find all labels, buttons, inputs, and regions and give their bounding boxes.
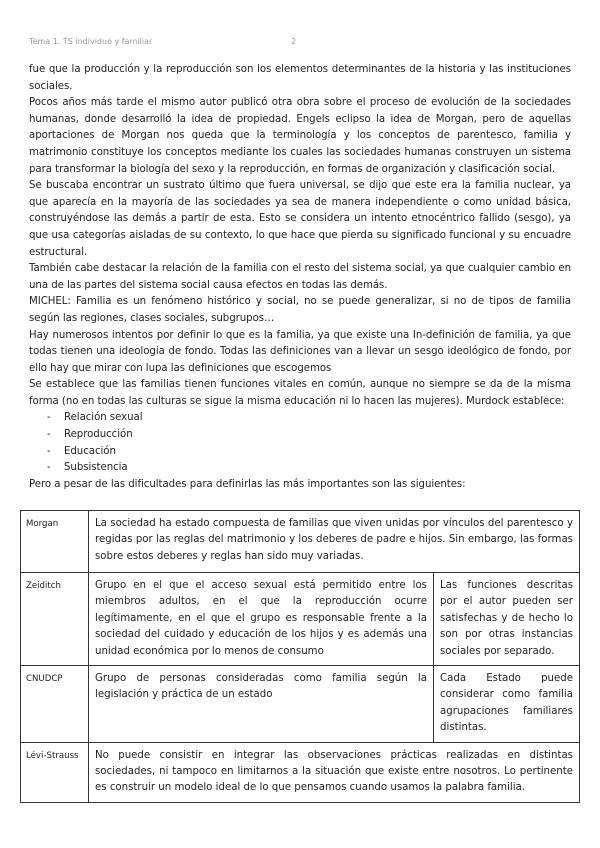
list-item [29,460,571,477]
list-item-text: Reproducción [64,429,133,441]
definitions-table [20,510,580,803]
list-item-text: Subsistencia [64,462,128,474]
author-cell: Morgan [21,511,89,573]
list-item-text: Educación [64,445,116,457]
definition-cell: No puede consistir en integrar las observaciones prácticas realizadas en distintas sociedades, ni tampoco en limitarnos a la situación que existe entre nosotros. Lo pertinente es construir un modelo ideal de lo que pensamos cuando usamos la palabra familia. [89,742,580,802]
list-dash: - [47,462,51,474]
table-row [21,666,580,743]
murdock-functions-list [29,410,571,476]
table-intro: Pero a pesar de las dificultades para definirlas las más importantes son las siguientes: [29,478,466,490]
body-text [29,62,571,493]
paragraph: Hay numerosos intentos por definir lo que es la familia, ya que existe una In-definición de familia, ya que todas tienen una ideología de fondo. Todas las definiciones van a llevar un sesgo ideológico de fondo, por ello hay que mirar con lupa las definiciones que escogemos [29,329,571,374]
page-header [29,37,569,49]
paragraph: MICHEL: Familia es un fenómeno histórico y social, no se puede generalizar, si no de tipos de familia según las regiones, clases sociales, subgrupos… [29,296,571,324]
paragraph: Pocos años más tarde el mismo autor publicó otra obra sobre el proceso de evolución de la sociedades humanas, donde desarrolló la idea de propiedad. Engels eclipso la idea de Morgan, pero de aquellas aportaciones de Morgan nos queda que la terminología y los conceptos de parentesco, familia y matrimonio constituye los conceptos mediante los cuales las sociedades humanas construyen un sistema para transformar la biología del sexo y la reproducción, en formas de organización y clasificación social. [29,97,571,175]
paragraph: fue que la producción y la reproducción son los elementos determinantes de la historia y las instituciones sociales. [29,64,571,92]
list-item [29,427,571,444]
list-dash: - [47,445,51,457]
note-cell: Cada Estado puede considerar como familia agrupaciones familiares distintas. [434,666,580,743]
paragraph: También cabe destacar la relación de la familia con el resto del sistema social, ya que cualquier cambio en una de las partes del sistema social causa efectos en todas las demás. [29,263,571,291]
table-row [21,573,580,666]
author-cell: Zeiditch [21,573,89,666]
page-number: 2 [291,37,297,46]
table-row [21,511,580,573]
definition-cell: Grupo en el que el acceso sexual está permitido entre los miembros adultos, en el que la reproducción ocurre legítimamente, en el que el grupo es responsable frente a la sociedad del cuidado y educación de los hijos y es además una unidad económica por lo menos de consumo [89,573,434,666]
table-row [21,742,580,802]
list-item [29,410,571,427]
definition-cell: Grupo de personas consideradas como familia según la legislación y práctica de un estado [89,666,434,743]
list-item-text: Relación sexual [64,412,143,424]
paragraph: Se buscaba encontrar un sustrato último que fuera universal, se dijo que este era la familia nuclear, ya que aparecía en la mayoría de las sociedades ya sea de manera independiente o como unidad básica, construyéndose las demás a partir de esta. Esto se considera un intento etnocéntrico fallido (sesgo), ya que usa categorías aisladas de su contexto, lo que hace que pierda su significado funcional y su encuadre estructural. [29,180,571,258]
author-cell: Lévi-Strauss [21,742,89,802]
header-title: Tema 1. TS individuo y familiar [29,37,153,46]
paragraph: Se establece que las familias tienen funciones vitales en común, aunque no siempre se da de la misma forma (no en todas las culturas se sigue la misma educación ni lo hacen las mujeres). Murdock establece: [29,379,571,407]
list-dash: - [47,412,51,424]
list-dash: - [47,429,51,441]
author-cell: CNUDCP [21,666,89,743]
definition-cell: La sociedad ha estado compuesta de familias que viven unidas por vínculos del parentesco y regidas por las reglas del matrimonio y los deberes de padre e hijos. Sin embargo, las formas sobre estos deberes y reglas han sido muy variadas. [89,511,580,573]
note-cell: Las funciones descritas por el autor pueden ser satisfechas y de hecho lo son por otras instancias sociales por separado. [434,573,580,666]
list-item [29,444,571,461]
